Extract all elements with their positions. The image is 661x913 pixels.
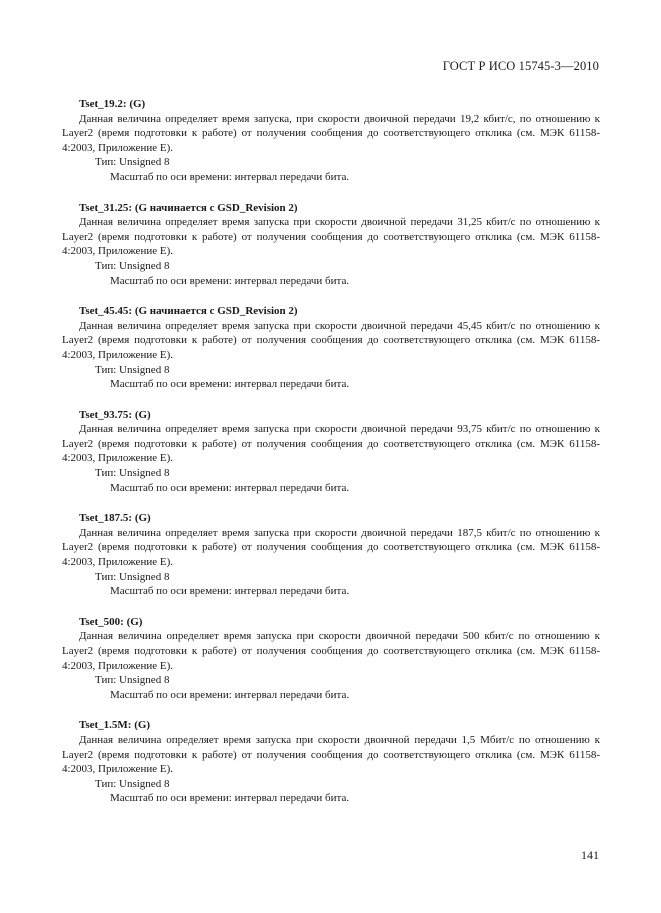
parameter-description: Данная величина определяет время запуска при скорости двоичной передачи 93,75 кбит/с по отношению к Layer2 (время подготовки к работе) от получения сообщения до соответствующего отклика (см. МЭК 61158-4:2003, Приложение E). [62, 423, 600, 465]
document-header: ГОСТ Р ИСО 15745-3—2010 [442, 59, 599, 73]
parameter-entry [62, 97, 600, 185]
parameter-scale: Масштаб по оси времени: интервал передачи бита. [110, 688, 350, 701]
parameter-title: Tset_500: (G) [79, 615, 143, 628]
parameter-scale: Масштаб по оси времени: интервал передачи бита. [110, 274, 350, 287]
parameter-scale: Масштаб по оси времени: интервал передачи бита. [110, 585, 350, 598]
parameter-title: Tset_187.5: (G) [79, 512, 151, 525]
parameter-title: Tset_1.5M: (G) [79, 719, 151, 732]
parameter-scale: Масштаб по оси времени: интервал передачи бита. [110, 481, 350, 494]
parameter-type: Тип: Unsigned 8 [95, 570, 170, 583]
parameter-description: Данная величина определяет время запуска при скорости двоичной передачи 1,5 Мбит/с по отношению к Layer2 (время подготовки к работе) от получения сообщения до соответствующего отклика (см. МЭК 61158-4:2003, Приложение E). [62, 733, 600, 776]
parameter-description: Данная величина определяет время запуска при скорости двоичной передачи 187,5 кбит/с по отношению к Layer2 (время подготовки к работе) от получения сообщения до соответствующего отклика (см. МЭК 61158-4:2003, Приложение E). [62, 526, 600, 569]
parameter-title: Tset_19.2: (G) [79, 98, 146, 110]
parameter-description: Данная величина определяет время запуска при скорости двоичной передачи 500 кбит/с по отношению к Layer2 (время подготовки к работе) от получения сообщения до соответствующего отклика (см. МЭК 61158-4:2003, Приложение E). [62, 630, 600, 672]
parameter-entry [62, 304, 600, 392]
page-number: 141 [581, 848, 599, 862]
parameter-title: Tset_45.45: (G начинается с GSD_Revision 2) [79, 305, 298, 318]
parameter-type: Тип: Unsigned 8 [95, 674, 170, 687]
parameter-entry [62, 201, 600, 289]
parameter-entry [62, 408, 600, 496]
parameter-entry [62, 615, 600, 703]
parameter-type: Тип: Unsigned 8 [95, 156, 170, 169]
parameter-title: Tset_31.25: (G начинается с GSD_Revision 2) [79, 201, 298, 214]
parameter-type: Тип: Unsigned 8 [95, 467, 170, 480]
parameter-scale: Масштаб по оси времени: интервал передачи бита. [110, 378, 350, 391]
parameter-description: Данная величина определяет время запуска, при скорости двоичной передачи 19,2 кбит/с, по отношению к Layer2 (время подготовки к работе) от получения сообщения до соответствующего отклика (см. МЭК 61158-4:2003, Приложение E). [62, 112, 600, 154]
parameter-description: Данная величина определяет время запуска при скорости двоичной передачи 45,45 кбит/с по отношению к Layer2 (время подготовки к работе) от получения сообщения до соответствующего отклика (см. МЭК 61158-4:2003, Приложение E). [62, 319, 600, 361]
parameter-type: Тип: Unsigned 8 [95, 363, 170, 376]
parameter-scale: Масштаб по оси времени: интервал передачи бита. [110, 792, 350, 805]
parameter-description: Данная величина определяет время запуска при скорости двоичной передачи 31,25 кбит/с по отношению к Layer2 (время подготовки к работе) от получения сообщения до соответствующего отклика (см. МЭК 61158-4:2003, Приложение E). [62, 216, 600, 258]
parameter-entry [62, 511, 600, 599]
document-body [62, 97, 600, 822]
parameter-title: Tset_93.75: (G) [79, 408, 151, 421]
parameter-scale: Масштаб по оси времени: интервал передачи бита. [110, 170, 350, 183]
parameter-type: Тип: Unsigned 8 [95, 777, 170, 790]
parameter-type: Тип: Unsigned 8 [95, 259, 170, 272]
parameter-entry [62, 718, 600, 806]
